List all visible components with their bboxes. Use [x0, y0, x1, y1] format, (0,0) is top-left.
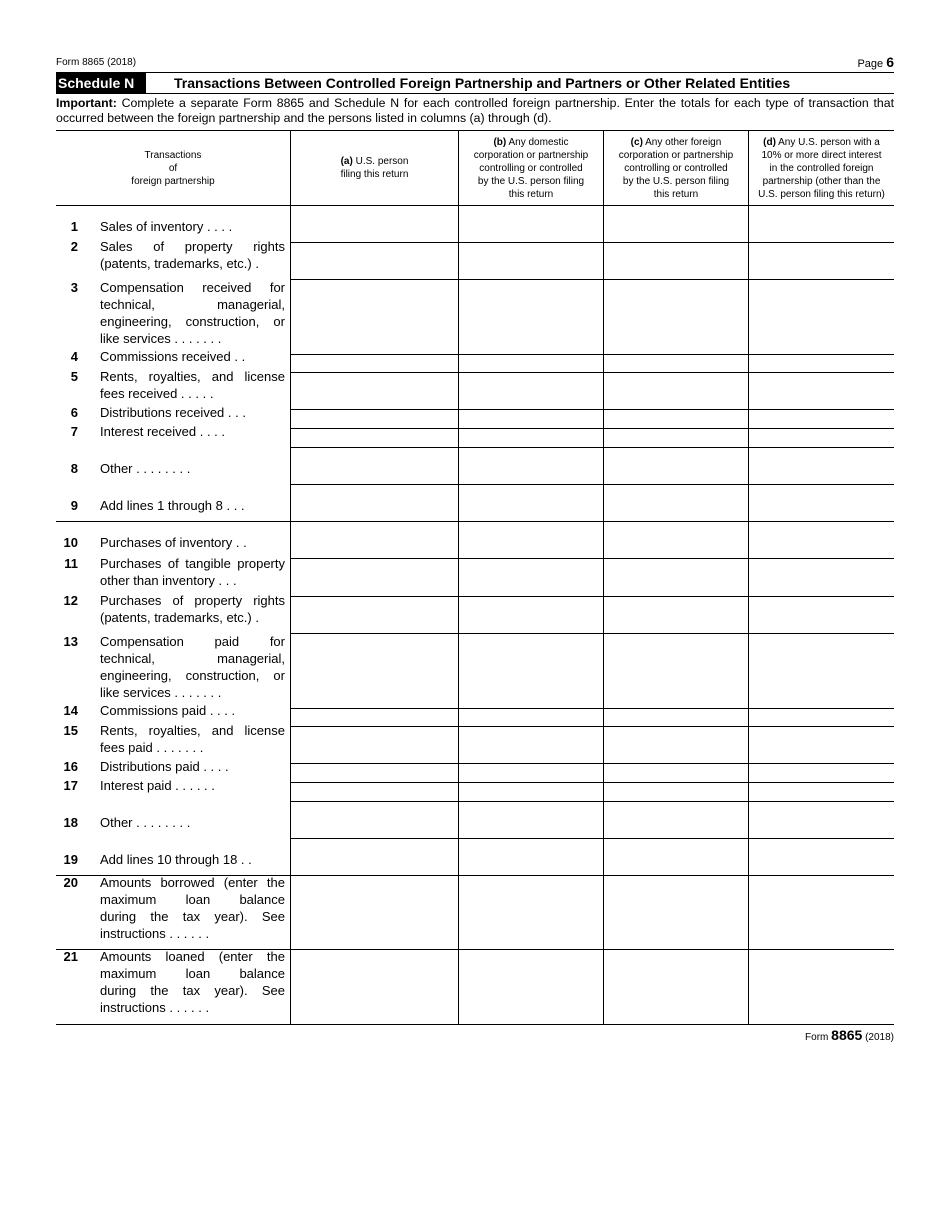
line-label-text: (patents, trademarks, etc.) .	[100, 256, 259, 271]
line-label-text: during the tax year). See	[100, 909, 285, 924]
line-number: 13	[63, 634, 78, 649]
amount-field-d[interactable]	[749, 448, 894, 484]
line-label	[100, 758, 285, 775]
line-number: 18	[63, 815, 78, 830]
amount-field-c[interactable]	[604, 950, 748, 1023]
line-label	[100, 592, 285, 626]
amount-field-c[interactable]	[604, 783, 748, 801]
line-label-text: (patents, trademarks, etc.) .	[100, 610, 259, 625]
amount-field-c[interactable]	[604, 373, 748, 409]
line-label-text: Amounts loaned (enter the	[100, 949, 285, 964]
amount-field-a[interactable]	[291, 280, 458, 354]
line-label-text: Rents, royalties, and license	[100, 369, 285, 384]
amount-field-d[interactable]	[749, 950, 894, 1023]
amount-field-b[interactable]	[459, 709, 603, 726]
amount-field-a[interactable]	[291, 373, 458, 409]
amount-field-b[interactable]	[459, 373, 603, 409]
line-label-text: technical, managerial,	[100, 651, 285, 666]
line-number: 14	[63, 703, 78, 718]
amount-field-a[interactable]	[291, 485, 458, 521]
line-label	[100, 814, 285, 831]
amount-field-b[interactable]	[459, 280, 603, 354]
amount-field-a[interactable]	[291, 243, 458, 279]
amount-field-d[interactable]	[749, 727, 894, 763]
amount-field-d[interactable]	[749, 522, 894, 558]
line-label-text: instructions . . . . . .	[100, 926, 210, 941]
line-label	[100, 218, 285, 235]
line-number: 10	[63, 535, 78, 550]
line-label-text: engineering, construction, or	[100, 668, 285, 683]
amount-field-c[interactable]	[604, 727, 748, 763]
form-id: Form 8865 (2018)	[56, 57, 137, 68]
line-number: 16	[63, 759, 78, 774]
amount-field-d[interactable]	[749, 876, 894, 949]
line-label-text: Rents, royalties, and license	[100, 723, 285, 738]
amount-field-a[interactable]	[291, 727, 458, 763]
line-label	[100, 368, 285, 402]
amount-field-d[interactable]	[749, 373, 894, 409]
footer-year: (2018)	[865, 1032, 894, 1043]
amount-field-a[interactable]	[291, 634, 458, 708]
amount-field-c[interactable]	[604, 522, 748, 558]
line-label	[100, 460, 285, 477]
amount-field-a[interactable]	[291, 206, 458, 242]
amount-field-d[interactable]	[749, 783, 894, 801]
schedule-title: Transactions Between Controlled Foreign Partnership and Partners or Other Related Entities	[174, 75, 791, 91]
line-label-text: instructions . . . . . .	[100, 1000, 210, 1015]
line-label-text: Add lines 1 through 8 . . .	[100, 498, 245, 513]
column-header-d: (d) Any U.S. person with a 10% or more direct interest in the controlled foreign partnership (other than the U.S. person filing this return)	[758, 136, 885, 200]
amount-field-b[interactable]	[459, 783, 603, 801]
line-label-text: maximum loan balance	[100, 966, 285, 981]
line-label	[100, 777, 285, 794]
amount-field-c[interactable]	[604, 448, 748, 484]
amount-field-c[interactable]	[604, 876, 748, 949]
amount-field-c[interactable]	[604, 839, 748, 875]
line-label-text: fees received . . . . .	[100, 386, 214, 401]
line-number: 5	[70, 369, 78, 384]
amount-field-a[interactable]	[291, 764, 458, 782]
line-label	[100, 404, 285, 421]
amount-field-b[interactable]	[459, 410, 603, 428]
amount-field-a[interactable]	[291, 355, 458, 372]
amount-field-c[interactable]	[604, 802, 748, 838]
line-number: 19	[63, 852, 78, 867]
amount-field-b[interactable]	[459, 950, 603, 1023]
column-header-transactions: Transactions of foreign partnership	[131, 149, 215, 187]
amount-field-b[interactable]	[459, 764, 603, 782]
line-number: 17	[63, 778, 78, 793]
amount-field-c[interactable]	[604, 429, 748, 447]
line-number: 9	[70, 498, 78, 513]
amount-field-c[interactable]	[604, 410, 748, 428]
amount-field-d[interactable]	[749, 839, 894, 875]
amount-field-c[interactable]	[604, 206, 748, 242]
amount-field-c[interactable]	[604, 243, 748, 279]
line-label-text: Compensation paid for	[100, 634, 285, 649]
line-label-text: Sales of inventory . . . .	[100, 219, 233, 234]
line-label	[100, 851, 285, 868]
line-label-text: maximum loan balance	[100, 892, 285, 907]
amount-field-d[interactable]	[749, 764, 894, 782]
line-label	[100, 555, 285, 589]
amount-field-a[interactable]	[291, 522, 458, 558]
line-label-text: Interest received . . . .	[100, 424, 225, 439]
line-number: 2	[70, 239, 78, 254]
form-footer	[805, 1027, 894, 1043]
line-label-text: during the tax year). See	[100, 983, 285, 998]
schedule-badge: Schedule N	[56, 73, 146, 93]
line-label	[100, 633, 285, 701]
line-label	[100, 948, 285, 1016]
amount-field-a[interactable]	[291, 709, 458, 726]
line-number: 4	[70, 349, 78, 364]
line-label-text: technical, managerial,	[100, 297, 285, 312]
amount-field-d[interactable]	[749, 802, 894, 838]
line-number: 8	[70, 461, 78, 476]
line-label-text: Other . . . . . . . .	[100, 815, 191, 830]
important-instructions	[56, 96, 894, 126]
amount-field-b[interactable]	[459, 876, 603, 949]
amount-field-d[interactable]	[749, 634, 894, 708]
line-label	[100, 348, 285, 365]
amount-field-b[interactable]	[459, 839, 603, 875]
amount-field-b[interactable]	[459, 559, 603, 596]
amount-field-c[interactable]	[604, 485, 748, 521]
line-label-text: Amounts borrowed (enter the	[100, 875, 285, 890]
line-label	[100, 497, 285, 514]
amount-field-c[interactable]	[604, 355, 748, 372]
amount-field-a[interactable]	[291, 950, 458, 1023]
important-label: Important:	[56, 96, 117, 110]
line-label	[100, 423, 285, 440]
page-number: 6	[886, 54, 894, 70]
line-label-text: Compensation received for	[100, 280, 285, 295]
line-number: 3	[70, 280, 78, 295]
page-indicator	[857, 54, 894, 70]
line-number: 11	[64, 556, 78, 571]
line-label-text: Add lines 10 through 18 . .	[100, 852, 252, 867]
amount-field-a[interactable]	[291, 410, 458, 428]
footer-form-number: 8865	[831, 1027, 863, 1043]
important-text: Complete a separate Form 8865 and Schedule N for each controlled foreign partnership. Enter the totals for each type of transaction that occurred between the foreign partnership and the persons listed in columns (a) through (d).	[56, 96, 894, 125]
line-label	[100, 874, 285, 942]
amount-field-b[interactable]	[459, 429, 603, 447]
amount-field-b[interactable]	[459, 448, 603, 484]
line-label-text: Distributions received . . .	[100, 405, 246, 420]
line-label	[100, 722, 285, 756]
line-number: 21	[63, 949, 78, 964]
amount-field-c[interactable]	[604, 280, 748, 354]
line-label-text: Other . . . . . . . .	[100, 461, 191, 476]
schedule-header	[56, 73, 894, 94]
amount-field-d[interactable]	[749, 485, 894, 521]
amount-field-d[interactable]	[749, 206, 894, 242]
footer-form-word: Form	[805, 1032, 829, 1043]
amount-field-d[interactable]	[749, 709, 894, 726]
amount-field-c[interactable]	[604, 634, 748, 708]
line-label-text: Distributions paid . . . .	[100, 759, 229, 774]
line-label	[100, 238, 285, 272]
amount-field-d[interactable]	[749, 243, 894, 279]
amount-field-d[interactable]	[749, 280, 894, 354]
amount-field-a[interactable]	[291, 559, 458, 596]
amount-field-b[interactable]	[459, 597, 603, 633]
column-header-b: (b) Any domestic corporation or partnership controlling or controlled by the U.S. person filing this return	[473, 136, 589, 200]
line-number: 20	[63, 875, 78, 890]
line-label-text: Purchases of property rights	[100, 593, 285, 608]
line-label-text: other than inventory . . .	[100, 573, 237, 588]
line-number: 7	[70, 424, 78, 439]
line-label-text: Commissions paid . . . .	[100, 703, 236, 718]
line-label-text: like services . . . . . . .	[100, 331, 222, 346]
amount-field-a[interactable]	[291, 597, 458, 633]
amount-field-a[interactable]	[291, 802, 458, 838]
amount-field-b[interactable]	[459, 243, 603, 279]
line-label	[100, 702, 285, 719]
line-label-text: Interest paid . . . . . .	[100, 778, 215, 793]
line-label-text: engineering, construction, or	[100, 314, 285, 329]
page-label: Page	[857, 58, 884, 70]
amount-field-b[interactable]	[459, 485, 603, 521]
line-label-text: Purchases of inventory . .	[100, 535, 247, 550]
table-bottom-rule	[56, 1024, 894, 1025]
amount-field-d[interactable]	[749, 355, 894, 372]
amount-field-c[interactable]	[604, 597, 748, 633]
amount-field-a[interactable]	[291, 448, 458, 484]
column-header-a: (a) U.S. person filing this return	[340, 156, 409, 180]
line-label	[100, 534, 285, 551]
amount-field-c[interactable]	[604, 559, 748, 596]
amount-field-b[interactable]	[459, 727, 603, 763]
amount-field-a[interactable]	[291, 839, 458, 875]
amount-field-d[interactable]	[749, 410, 894, 428]
line-number: 1	[70, 219, 78, 234]
line-label-text: Sales of property rights	[100, 239, 285, 254]
line-number: 15	[63, 723, 78, 738]
amount-field-a[interactable]	[291, 876, 458, 949]
amount-field-b[interactable]	[459, 522, 603, 558]
line-label-text: like services . . . . . . .	[100, 685, 222, 700]
line-label-text: Purchases of tangible property	[100, 556, 285, 571]
amount-field-d[interactable]	[749, 559, 894, 596]
amount-field-a[interactable]	[291, 429, 458, 447]
column-header-c: (c) Any other foreign corporation or partnership controlling or controlled by the U.S. person filing this return	[618, 136, 734, 200]
line-label	[100, 279, 285, 347]
line-number: 6	[70, 405, 78, 420]
amount-field-b[interactable]	[459, 634, 603, 708]
line-number: 12	[63, 593, 78, 608]
amount-field-c[interactable]	[604, 764, 748, 782]
amount-field-b[interactable]	[459, 206, 603, 242]
line-label-text: Commissions received . .	[100, 349, 246, 364]
amount-field-b[interactable]	[459, 802, 603, 838]
amount-field-c[interactable]	[604, 709, 748, 726]
amount-field-d[interactable]	[749, 597, 894, 633]
amount-field-b[interactable]	[459, 355, 603, 372]
amount-field-d[interactable]	[749, 429, 894, 447]
amount-field-a[interactable]	[291, 783, 458, 801]
line-label-text: fees paid . . . . . . .	[100, 740, 204, 755]
